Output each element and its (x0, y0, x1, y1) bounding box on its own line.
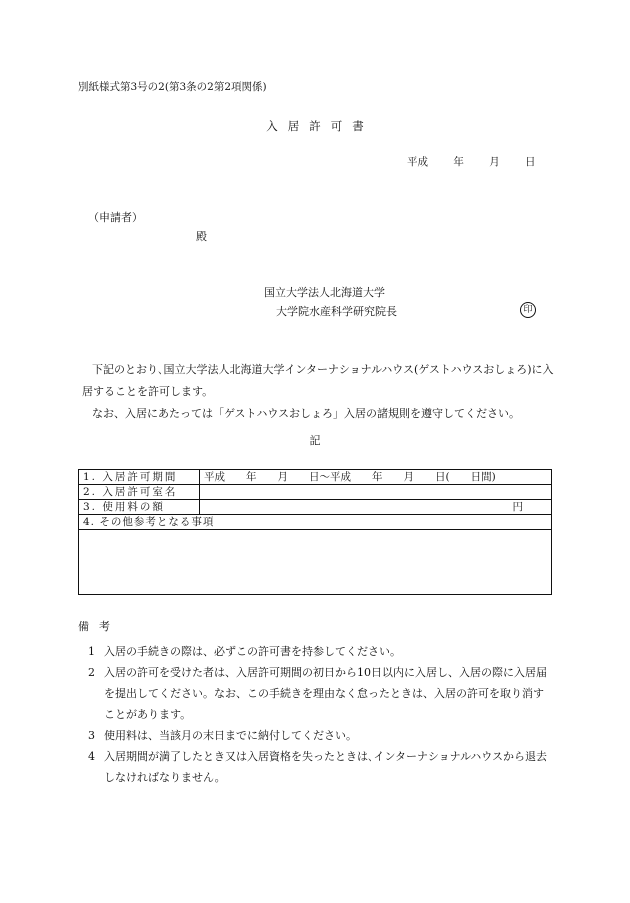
list-item (88, 746, 554, 788)
note-text: 使用料は、当該月の末日までに納付してください。 (104, 729, 357, 742)
statement-paragraph-2: なお、入居にあたっては「ゲストハウスおしょろ」入居の諸規則を遵守してください。 (92, 407, 521, 420)
table-row (79, 470, 552, 485)
row-label: 1. 入居許可期間 (79, 470, 200, 485)
notes-heading: 備考 (78, 620, 120, 633)
date-month: 月 (489, 156, 500, 168)
applicant-label: （申請者） (88, 211, 143, 224)
list-item (88, 662, 554, 725)
note-number: 4 (88, 750, 95, 763)
date-day: 日 (525, 156, 536, 168)
form-number: 別紙様式第3号の2(第3条の2第2項関係) (78, 81, 267, 93)
fee-value: 円 (200, 500, 552, 515)
honorific: 殿 (196, 230, 207, 243)
details-table (78, 469, 552, 595)
date-era: 平成 (407, 156, 428, 168)
table-row (79, 500, 552, 515)
list-item (88, 725, 554, 746)
row-label: 4. その他参考となる事項 (79, 515, 552, 530)
row-label: 3. 使用料の額 (79, 500, 200, 515)
note-text: 入居の手続きの際は、必ずこの許可書を持参してください。 (104, 645, 401, 658)
note-text: 入居の許可を受けた者は、入居許可期間の初日から10日以内に入居し、入居の際に入居届を提出してください。なお、この手続きを理由なく怠ったときは、入居の許可を取り消すことがあります。 (104, 666, 547, 721)
row-label: 2. 入居許可室名 (79, 485, 200, 500)
notes-list (88, 641, 554, 788)
table-row (79, 515, 552, 530)
note-number: 1 (88, 645, 95, 658)
note-number: 3 (88, 729, 95, 742)
table-row (79, 530, 552, 595)
room-name-value (200, 485, 552, 500)
period-value: 平成 年 月 日～平成 年 月 日( 日間) (200, 470, 552, 485)
list-item (88, 641, 554, 662)
issue-date (407, 157, 536, 168)
statement-paragraph-1: 下記のとおり､国立大学法人北海道大学インターナショナルハウス(ゲストハウスおしょろ)に入居することを許可します。 (82, 363, 554, 398)
document-title: 入居許可書 (266, 119, 374, 133)
seal-mark: 印 (520, 302, 536, 318)
note-number: 2 (88, 666, 95, 679)
issuer-organization: 国立大学法人北海道大学 (264, 286, 385, 299)
other-notes-area (79, 530, 552, 595)
date-year: 年 (453, 156, 464, 168)
table-row (79, 485, 552, 500)
permission-statement (82, 359, 562, 425)
note-text: 入居期間が満了したとき又は入居資格を失ったときは､インターナショナルハウスから退去しなければなりません。 (104, 750, 547, 784)
issuer-department: 大学院水産科学研究院長 (276, 305, 397, 318)
ki-heading: 記 (309, 434, 321, 447)
